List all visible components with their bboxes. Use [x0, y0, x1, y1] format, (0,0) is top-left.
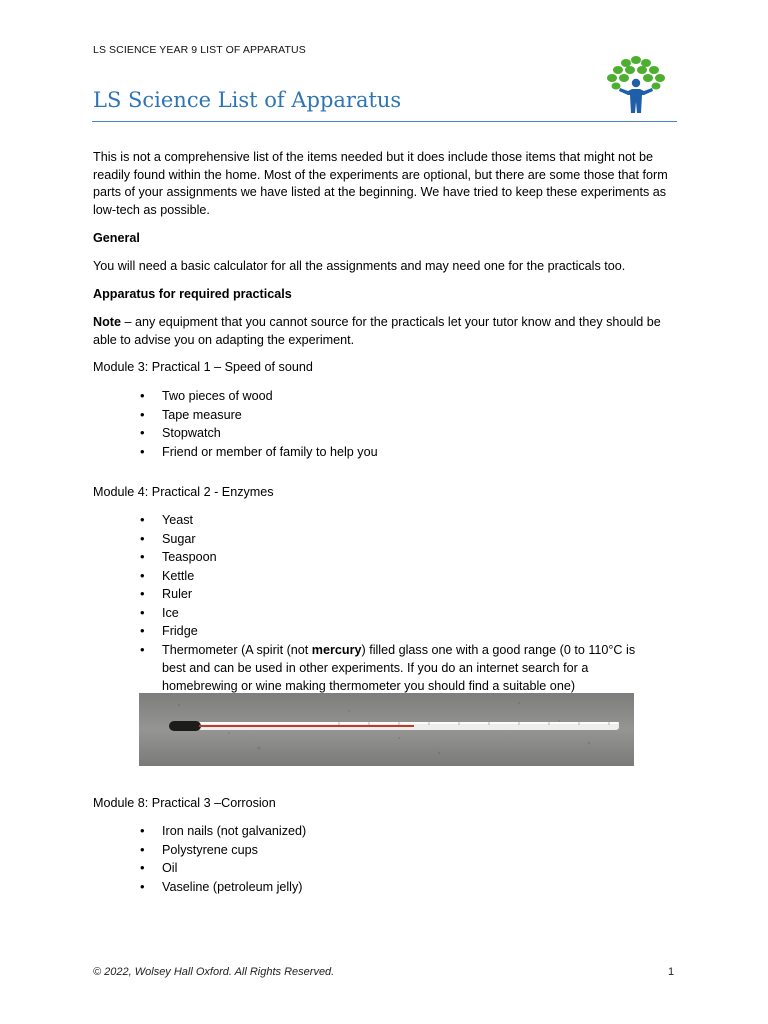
list-item: • Ruler [140, 585, 640, 604]
thermometer-bold-word: mercury [311, 642, 362, 657]
list-item-thermometer [140, 641, 640, 695]
page-number: 1 [668, 966, 675, 978]
list-item: • Polystyrene cups [140, 841, 640, 860]
list-item: • Oil [140, 859, 640, 878]
list-item: • Yeast [140, 511, 640, 530]
page-title: LS Science List of Apparatus [93, 88, 402, 112]
list-item: • Ice [140, 604, 640, 623]
list-item: • Stopwatch [140, 424, 640, 443]
list-item: • Two pieces of wood [140, 387, 640, 406]
intro-paragraph: This is not a comprehensive list of the items needed but it does include those items that might not be readily found within the home. Most of the experiments are optional, but there are some those that form parts of your assignments we have listed at the beginning. We have tried to keep these experiments as low-tech as possible. [93, 150, 668, 217]
note-text: – any equipment that you cannot source for the practicals let your tutor know and they should be able to advise you on adapting the experiment. [93, 315, 661, 347]
thermometer-text-end: ) filled glass one with a good range (0 to 110°C is best and can be used in other experiments. If you do an internet search for a homebrewing or wine making thermometer you should find a suitable one) [162, 642, 636, 693]
required-practicals-heading: Apparatus for required practicals [93, 287, 292, 301]
list-item: • Sugar [140, 530, 640, 549]
list-item: • Teaspoon [140, 548, 640, 567]
list-item: • Vaseline (petroleum jelly) [140, 878, 640, 897]
module-8-title: Module 8: Practical 3 –Corrosion [93, 796, 276, 810]
module-4-title: Module 4: Practical 2 - Enzymes [93, 485, 274, 499]
list-item: • Tape measure [140, 406, 640, 425]
footer-copyright: © 2022, Wolsey Hall Oxford. All Rights Reserved. [93, 966, 335, 978]
note-paragraph [93, 314, 683, 349]
list-item: • Iron nails (not galvanized) [140, 822, 640, 841]
module-4-list [140, 511, 640, 695]
general-paragraph: You will need a basic calculator for all the assignments and may need one for the practicals too. [93, 259, 626, 273]
general-heading: General [93, 231, 140, 245]
module-3-list [140, 387, 640, 461]
module-8-list [140, 822, 640, 896]
list-item: • Fridge [140, 622, 640, 641]
thermometer-photo [139, 693, 634, 766]
note-label: Note [93, 315, 121, 329]
running-header: LS SCIENCE YEAR 9 LIST OF APPARATUS [93, 44, 306, 56]
list-item: • Kettle [140, 567, 640, 586]
thermometer-text-start: Thermometer (A spirit (not [162, 642, 312, 657]
title-underline [92, 121, 677, 122]
tree-person-logo-icon [604, 55, 668, 115]
module-3-title: Module 3: Practical 1 – Speed of sound [93, 360, 313, 374]
list-item: • Friend or member of family to help you [140, 443, 640, 462]
